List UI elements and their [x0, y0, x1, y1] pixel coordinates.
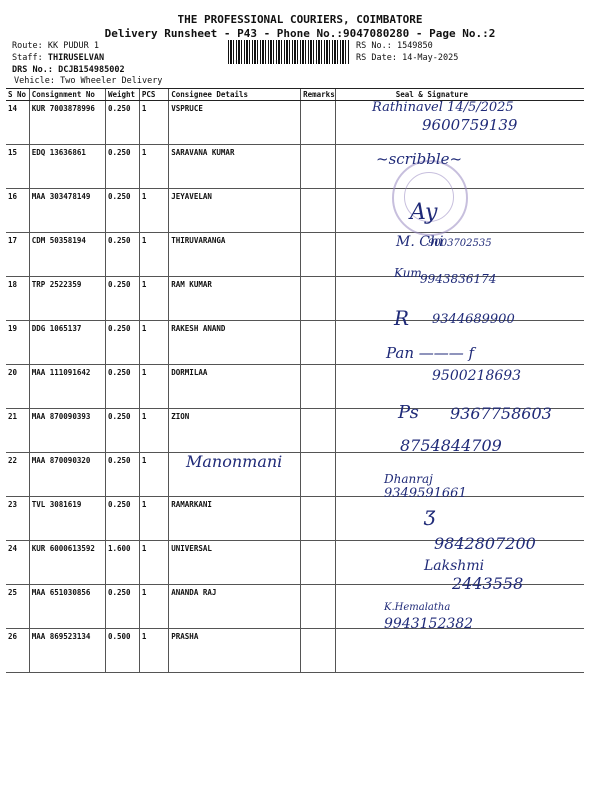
cell-consignee: VSPRUCE: [169, 101, 301, 145]
phone-21: 9367758603: [450, 404, 552, 423]
cell-remarks: [301, 321, 336, 365]
signature-16: Ay: [410, 200, 438, 225]
table-row: [6, 629, 584, 673]
cell-sno: 23: [6, 497, 29, 541]
cell-weight: 0.250: [105, 453, 139, 497]
cell-pcs: 1: [139, 321, 168, 365]
cell-remarks: [301, 233, 336, 277]
cell-pcs: 1: [139, 497, 168, 541]
cell-weight: 0.250: [105, 189, 139, 233]
phone-26: 9943152382: [384, 616, 474, 632]
cell-remarks: [301, 101, 336, 145]
cell-weight: 0.250: [105, 409, 139, 453]
signature-20: Pan ——— f: [386, 344, 475, 362]
cell-consignment: MAA 870090393: [29, 409, 105, 453]
cell-sno: 16: [6, 189, 29, 233]
table-row: [6, 321, 584, 365]
cell-consignment: MAA 869523134: [29, 629, 105, 673]
cell-consignment: TVL 3081619: [29, 497, 105, 541]
route-value: KK PUDUR 1: [47, 41, 100, 51]
cell-weight: 0.250: [105, 101, 139, 145]
rs-date-line: RS Date: 14-May-2025: [356, 53, 459, 63]
cell-sno: 15: [6, 145, 29, 189]
cell-sno: 18: [6, 277, 29, 321]
cell-weight: 0.250: [105, 145, 139, 189]
cell-weight: 0.250: [105, 585, 139, 629]
table-header-row: [6, 89, 584, 101]
cell-consignment: TRP 2522359: [29, 277, 105, 321]
cell-remarks: [301, 189, 336, 233]
cell-weight: 0.250: [105, 497, 139, 541]
cell-pcs: 1: [139, 189, 168, 233]
cell-consignment: MAA 870090320: [29, 453, 105, 497]
cell-remarks: [301, 145, 336, 189]
cell-weight: 0.250: [105, 321, 139, 365]
cell-sno: 14: [6, 101, 29, 145]
vehicle-line: Vehicle: Two Wheeler Delivery: [14, 76, 163, 86]
cell-consignment: MAA 651030856: [29, 585, 105, 629]
cell-sno: 20: [6, 365, 29, 409]
phone-14: 9600759139: [422, 116, 518, 134]
cell-pcs: 1: [139, 365, 168, 409]
cell-consignee: RAKESH ANAND: [169, 321, 301, 365]
rs-date-value: 14-May-2025: [402, 53, 459, 63]
col-header: Remarks: [301, 89, 336, 101]
cell-consignee: DORMILAA: [169, 365, 301, 409]
cell-consignee: UNIVERSAL: [169, 541, 301, 585]
cell-weight: 0.250: [105, 365, 139, 409]
cell-consignee: PRASHA: [169, 629, 301, 673]
cell-signature: [335, 629, 584, 673]
route-line: Route: KK PUDUR 1: [12, 41, 100, 51]
cell-sno: 19: [6, 321, 29, 365]
cell-remarks: [301, 585, 336, 629]
signature-26: K.Hemalatha: [384, 602, 451, 613]
cell-sno: 24: [6, 541, 29, 585]
cell-consignment: CDM 50358194: [29, 233, 105, 277]
cell-consignment: EDQ 13636861: [29, 145, 105, 189]
company-title: THE PROFESSIONAL COURIERS, COIMBATORE: [177, 13, 423, 26]
cell-remarks: [301, 453, 336, 497]
cell-consignment: KUR 7003878996: [29, 101, 105, 145]
cell-pcs: 1: [139, 409, 168, 453]
col-header: S No: [6, 89, 29, 101]
drs-value: DCJB154985002: [58, 65, 125, 75]
signature-24: Ʒ: [424, 506, 436, 530]
signature-19: R: [394, 306, 410, 330]
cell-pcs: 1: [139, 453, 168, 497]
table-row: [6, 233, 584, 277]
cell-pcs: 1: [139, 101, 168, 145]
cell-sno: 25: [6, 585, 29, 629]
cell-consignee: SARAVANA KUMAR: [169, 145, 301, 189]
cell-weight: 0.250: [105, 277, 139, 321]
phone-20: 9500218693: [432, 368, 522, 384]
rs-no-value: 1549850: [396, 41, 433, 51]
cell-consignee: ANANDA RAJ: [169, 585, 301, 629]
phone-24: 9842807200: [434, 534, 536, 553]
signature-17: M. Chi: [396, 234, 444, 250]
cell-pcs: 1: [139, 233, 168, 277]
cell-pcs: 1: [139, 277, 168, 321]
col-header: PCS: [139, 89, 168, 101]
signature-25: Lakshmi: [424, 558, 485, 574]
cell-sno: 22: [6, 453, 29, 497]
staff-value: THIRUSELVAN: [47, 53, 105, 63]
drs-line: DRS No.: DCJB154985002: [12, 65, 125, 75]
runsheet-title: Delivery Runsheet - P43 - Phone No.:9047080280 - Page No.:2: [104, 27, 496, 40]
cell-consignee: THIRUVARANGA: [169, 233, 301, 277]
table-row: [6, 145, 584, 189]
cell-consignee: RAM KUMAR: [169, 277, 301, 321]
cell-sno: 17: [6, 233, 29, 277]
cell-pcs: 1: [139, 145, 168, 189]
col-header: Consignee Details: [169, 89, 301, 101]
cell-weight: 0.250: [105, 233, 139, 277]
staff-line: Staff: THIRUSELVAN: [12, 53, 105, 63]
cell-sno: 26: [6, 629, 29, 673]
phone-19: 9344689900: [432, 312, 515, 327]
phone-18: 9943836174: [420, 272, 497, 286]
phone-17: 9003702535: [428, 238, 492, 249]
cell-consignment: KUR 6000613592: [29, 541, 105, 585]
cell-sno: 21: [6, 409, 29, 453]
cell-remarks: [301, 409, 336, 453]
cell-consignee: ZION: [169, 409, 301, 453]
cell-remarks: [301, 365, 336, 409]
table-row: [6, 453, 584, 497]
signature-15: ~scribble~: [376, 150, 463, 168]
cell-remarks: [301, 629, 336, 673]
cell-consignment: MAA 303478149: [29, 189, 105, 233]
cell-pcs: 1: [139, 541, 168, 585]
cell-pcs: 1: [139, 585, 168, 629]
vehicle-value: Two Wheeler Delivery: [60, 76, 163, 86]
phone-25: 2443558: [452, 574, 524, 593]
signature-14: Rathinavel 14/5/2025: [372, 100, 514, 115]
cell-weight: 1.600: [105, 541, 139, 585]
phone-23: 9349591661: [384, 486, 467, 501]
cell-consignment: MAA 111091642: [29, 365, 105, 409]
col-header: Seal & Signature: [335, 89, 584, 101]
cell-weight: 0.500: [105, 629, 139, 673]
signature-23: Dhanraj: [384, 472, 433, 486]
phone-22: 8754844709: [400, 436, 502, 455]
cell-remarks: [301, 277, 336, 321]
cell-remarks: [301, 497, 336, 541]
signature-21: Ps: [398, 402, 419, 423]
cell-pcs: 1: [139, 629, 168, 673]
cell-consignee: JEYAVELAN: [169, 189, 301, 233]
barcode: [228, 40, 350, 64]
signature-22: Manonmani: [186, 452, 283, 471]
cell-consignment: DDG 1065137: [29, 321, 105, 365]
rs-no-line: RS No.: 1549850: [356, 41, 433, 51]
cell-consignee: RAMARKANI: [169, 497, 301, 541]
col-header: Consignment No: [29, 89, 105, 101]
cell-remarks: [301, 541, 336, 585]
signature-18: Kum: [394, 266, 422, 280]
table-row: [6, 189, 584, 233]
col-header: Weight: [105, 89, 139, 101]
